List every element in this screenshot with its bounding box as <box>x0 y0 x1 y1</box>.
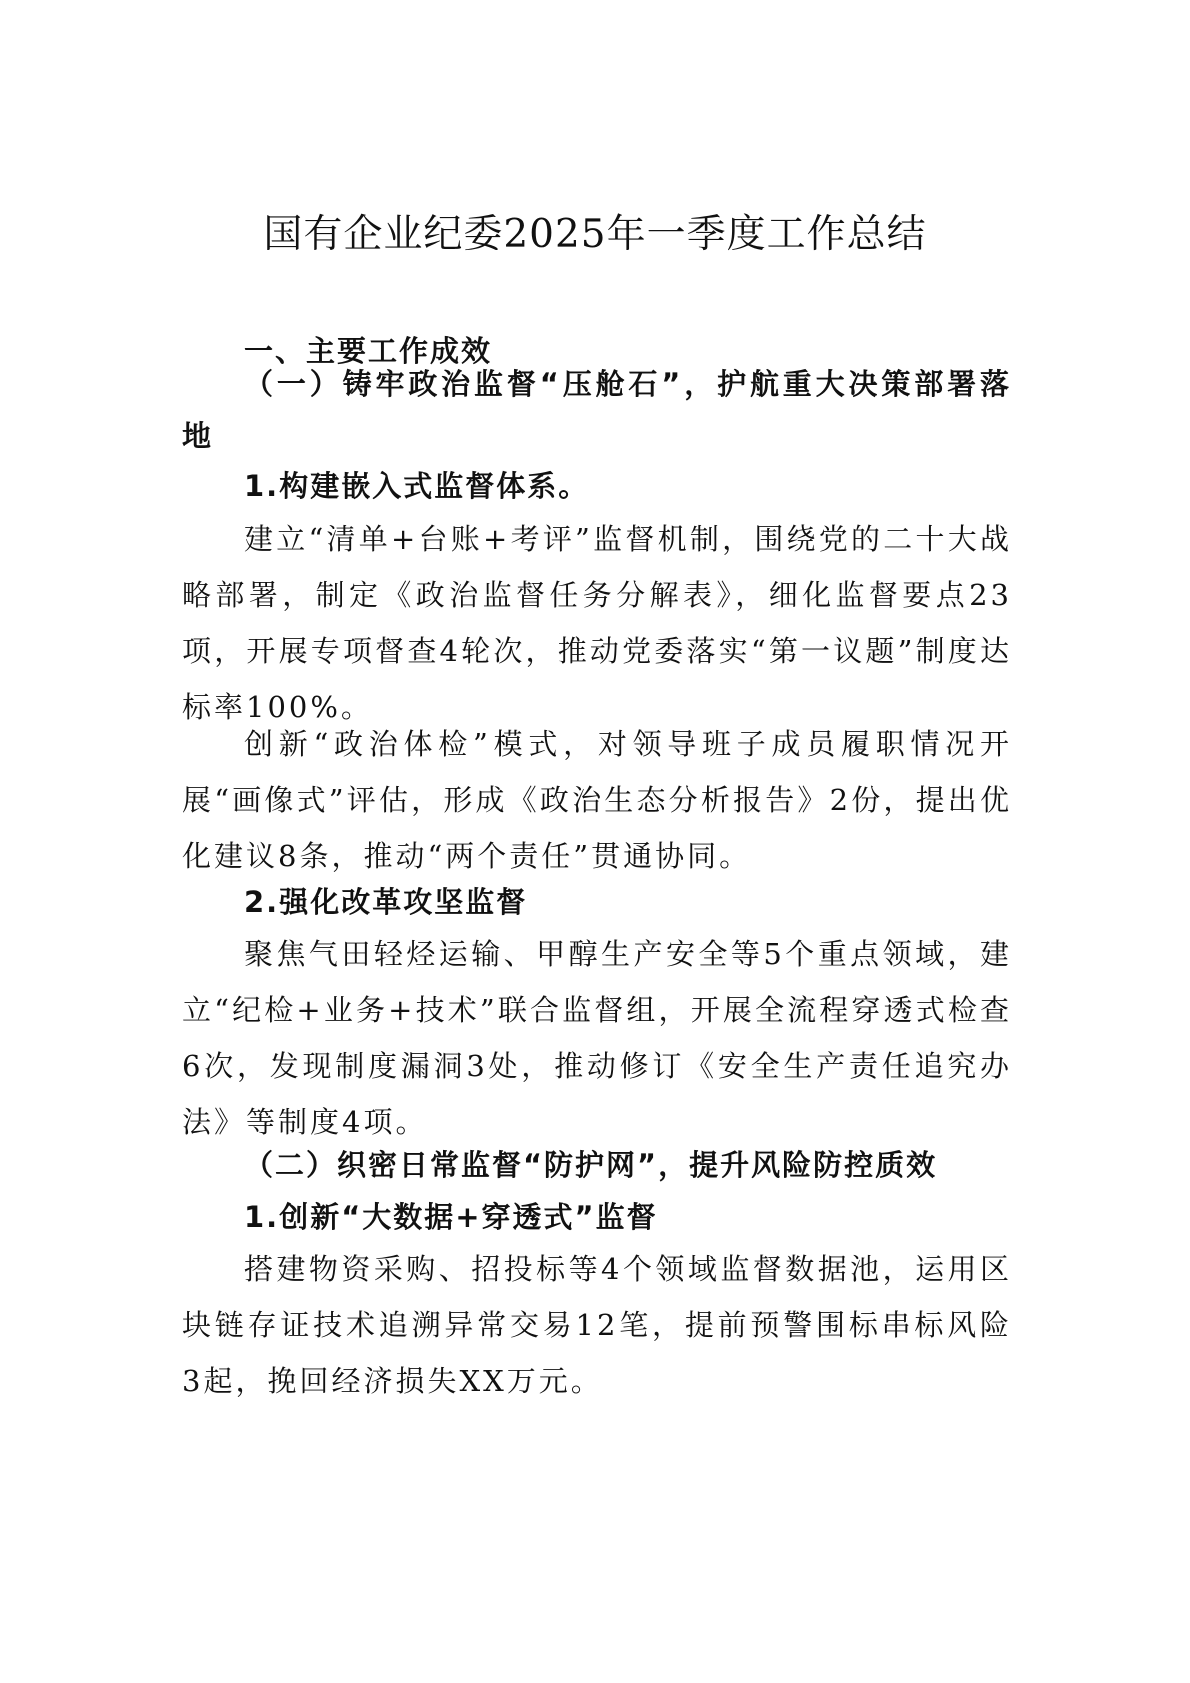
item-heading-embedded-supervision: 1.构建嵌入式监督体系。 <box>244 469 590 503</box>
paragraph-supervision-mechanism: 建立“清单+台账+考评”监督机制，围绕党的二十大战略部署，制定《政治监督任务分解表》，细化监督要点23项，开展专项督查4轮次，推动党委落实“第一议题”制度达标率100%。 <box>182 522 1012 724</box>
paragraph-data-pool: 搭建物资采购、招投标等4个领域监督数据池，运用区块链存证技术追溯异常交易12笔，提前预警围标串标风险3起，挽回经济损失XX万元。 <box>182 1252 1012 1398</box>
subsection-heading-political-supervision: （一）铸牢政治监督“压舱石”，护航重大决策部署落地 <box>182 367 1012 453</box>
paragraph-political-checkup: 创新“政治体检”模式，对领导班子成员履职情况开展“画像式”评估，形成《政治生态分析报告》2份，提出优化建议8条，推动“两个责任”贯通协同。 <box>182 727 1012 873</box>
document-title: 国有企业纪委2025年一季度工作总结 <box>263 212 927 257</box>
paragraph-key-areas: 聚焦气田轻烃运输、甲醇生产安全等5个重点领域，建立“纪检+业务+技术”联合监督组，开展全流程穿透式检查6次，发现制度漏洞3处，推动修订《安全生产责任追究办法》等制度4项。 <box>182 937 1012 1139</box>
subsection-heading-daily-supervision: （二）织密日常监督“防护网”，提升风险防控质效 <box>244 1148 938 1182</box>
item-heading-big-data-supervision: 1.创新“大数据+穿透式”监督 <box>244 1200 658 1234</box>
section-heading-main-achievements: 一、主要工作成效 <box>244 334 493 368</box>
item-heading-reform-supervision: 2.强化改革攻坚监督 <box>244 885 528 919</box>
